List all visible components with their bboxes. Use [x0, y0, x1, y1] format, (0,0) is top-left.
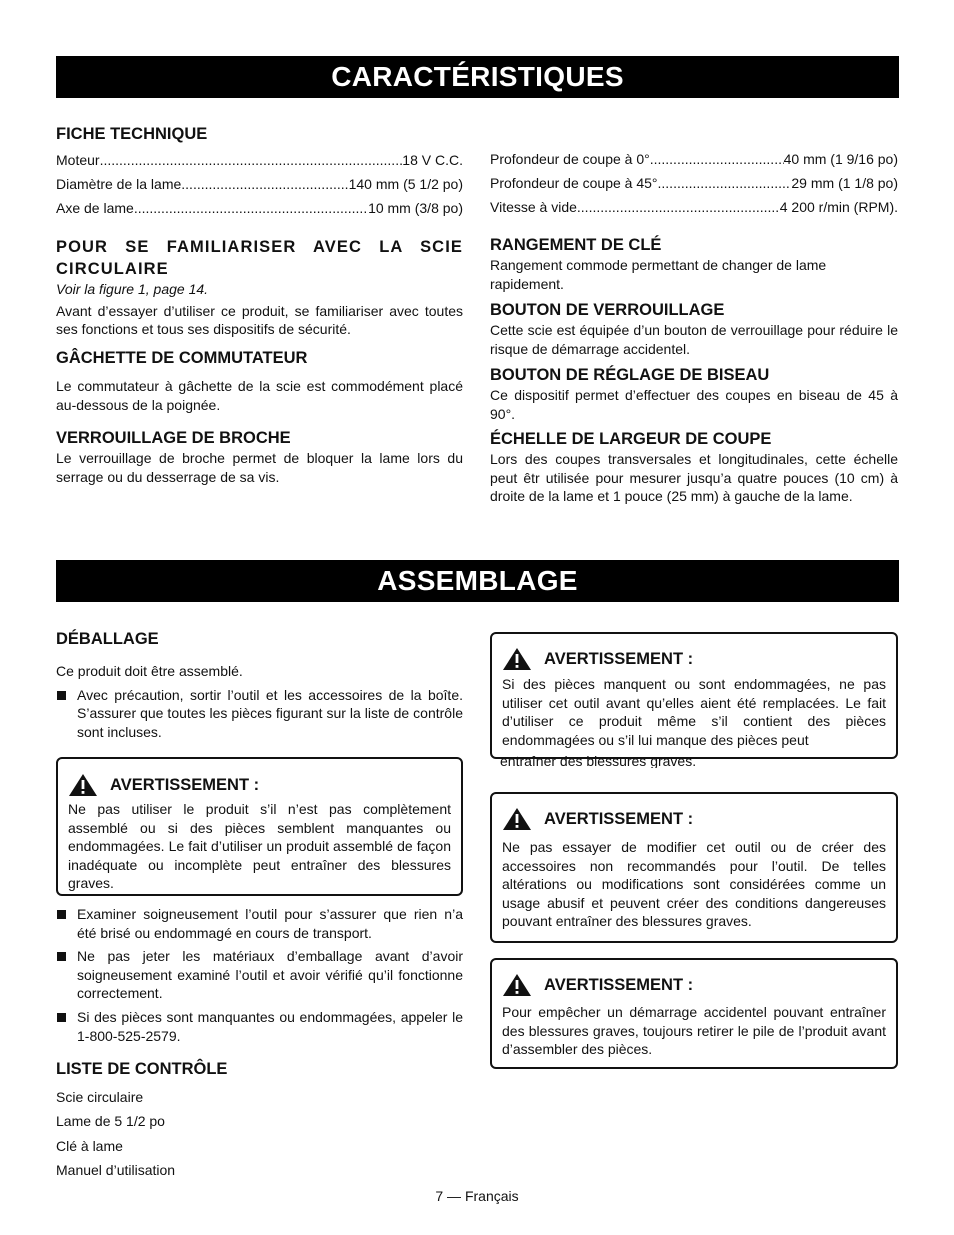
- deballage-title: DÉBALLAGE: [56, 630, 159, 648]
- familiariser-section: [56, 236, 463, 339]
- echelle-section: [490, 428, 898, 506]
- list-item: Clé à lame: [56, 1137, 123, 1154]
- warning-text: Ne pas essayer de modifier cet outil ou de créer des accessoires non recommandés pour l’outil. De telles altérations ou modifications sont considérées comme un usage abusif et peuvent créer des conditions dangereuses pouvant entraîner des blessures graves.: [502, 839, 886, 930]
- familiariser-title: POUR SE FAMILIARISER AVEC LA SCIE CIRCULAIRE: [56, 238, 463, 278]
- verrouillage-broche-title: VERROUILLAGE DE BROCHE: [56, 429, 291, 447]
- warning-title: AVERTISSEMENT :: [544, 809, 694, 828]
- bouton-verrouillage-section: [490, 299, 898, 358]
- warning-box-accidental-start: [490, 958, 898, 1069]
- warning-header: [502, 647, 886, 671]
- list-item: Scie circulaire: [56, 1089, 144, 1105]
- liste-controle-title: LISTE DE CONTRÔLE: [56, 1060, 228, 1078]
- warning-text: Si des pièces manquent ou sont endommagées, ne pas utiliser cet outil avant qu’elles aient été remplacées. Le fait d’utiliser ce produit même s’il contient des pièces endommagées ou s’il lui manque des pièces peut: [502, 676, 886, 748]
- warning-title: AVERTISSEMENT :: [544, 649, 694, 668]
- verrouillage-broche-section: [56, 427, 463, 486]
- section-banner-caracteristiques: [56, 56, 899, 98]
- rangement-title: RANGEMENT DE CLÉ: [490, 236, 662, 254]
- page-number: 7 — Français: [435, 1188, 519, 1204]
- bouton-biseau-text: Ce dispositif permet d’effectuer des coupes en biseau de 45 à 90°.: [490, 387, 898, 422]
- figure-reference: Voir la figure 1, page 14.: [56, 281, 209, 297]
- bullet-square-icon: [57, 910, 66, 919]
- warning-triangle-icon: [502, 807, 532, 831]
- bullet-item: Avec précaution, sortir l’outil et les accessoires de la boîte. S’assurer que toutes les pièces figurant sur la liste de contrôle sont incluses.: [56, 686, 463, 742]
- gachette-title: GÂCHETTE DE COMMUTATEUR: [56, 349, 308, 367]
- spec-row: Axe de lame ..... 10 mm (3/8 po): [56, 199, 463, 217]
- spec-row: Vitesse à vide ..... 4 200 r/min (RPM).: [490, 198, 898, 216]
- deballage-bullets: [56, 905, 463, 1045]
- warning-overflow-text: entraîner des blessures graves.: [500, 753, 697, 768]
- verrouillage-broche-text: Le verrouillage de broche permet de bloquer la lame lors du serrage ou du desserrage de sa vis.: [56, 450, 463, 485]
- warning-header: [502, 807, 886, 831]
- bouton-verrouillage-text: Cette scie est équipée d’un bouton de verrouillage pour réduire le risque de démarrage accidentel.: [490, 322, 898, 357]
- familiariser-text: Avant d’essayer d’utiliser ce produit, se familiariser avec toutes ses fonctions et tous ses dispositifs de sécurité.: [56, 302, 463, 338]
- bouton-biseau-title: BOUTON DE RÉGLAGE DE BISEAU: [490, 366, 770, 384]
- warning-text: Pour empêcher un démarrage accidentel pouvant entraîner des blessures graves, toujours retirer le pile de l’produit avant d’assembler des pièces.: [502, 1004, 886, 1058]
- spec-row: Diamètre de la lame ..... 140 mm (5 1/2 po): [56, 175, 463, 193]
- warning-title: AVERTISSEMENT :: [110, 775, 260, 794]
- bouton-biseau-section: [490, 364, 898, 423]
- liste-controle-section: [56, 1058, 463, 1182]
- warning-box-missing-parts: [490, 632, 898, 759]
- fiche-technique-title: FICHE TECHNIQUE: [56, 125, 208, 143]
- bullet-item: Si des pièces sont manquantes ou endommagées, appeler le 1-800-525-2579.: [56, 1008, 463, 1045]
- gachette-text: Le commutateur à gâchette de la scie est commodément placé au-dessous de la poignée.: [56, 378, 463, 413]
- warning-header: [68, 773, 451, 797]
- warning-triangle-icon: [502, 973, 532, 997]
- warning-box-modification: [490, 792, 898, 943]
- bullet-item: Ne pas jeter les matériaux d’emballage avant d’avoir soigneusement examiné l’outil et avoir vérifié qu’il fonctionne correctement.: [56, 947, 463, 1003]
- deballage-intro: Ce produit doit être assemblé.: [56, 663, 243, 679]
- spec-row: Moteur ..... 18 V C.C.: [56, 151, 463, 169]
- warning-box-incomplete-assembly: [56, 757, 463, 896]
- bullet-item: Examiner soigneusement l’outil pour s’assurer que rien n’a été brisé ou endommagé en cours de transport.: [56, 905, 463, 942]
- list-item: Lame de 5 1/2 po: [56, 1113, 165, 1130]
- rangement-text: Rangement commode permettant de changer de lame rapidement.: [490, 257, 827, 292]
- gachette-section: [56, 347, 463, 414]
- bullet-square-icon: [57, 691, 66, 700]
- deballage-section: [56, 628, 463, 741]
- bouton-verrouillage-title: BOUTON DE VERROUILLAGE: [490, 301, 725, 319]
- list-item: Manuel d’utilisation: [56, 1161, 176, 1178]
- section-banner-assemblage: [56, 560, 899, 602]
- fiche-technique-left: [56, 123, 463, 217]
- spec-row: Profondeur de coupe à 0° ..... 40 mm (1 9/16 po): [490, 150, 898, 168]
- banner-title: CARACTÉRISTIQUES: [331, 61, 624, 92]
- echelle-title: ÉCHELLE DE LARGEUR DE COUPE: [490, 430, 772, 448]
- warning-title: AVERTISSEMENT :: [544, 975, 694, 994]
- echelle-text: Lors des coupes transversales et longitudinales, cette échelle peut êtr utilisée pour mesurer jusqu’a quatre pouces (10 cm) à droite de la lame et 1 pouce (25 mm) à gauche de la lame.: [490, 451, 898, 505]
- rangement-section: [490, 234, 898, 293]
- bullet-square-icon: [57, 1013, 66, 1022]
- fiche-technique-right: [490, 150, 898, 216]
- banner-title: ASSEMBLAGE: [377, 565, 578, 596]
- warning-triangle-icon: [68, 773, 98, 797]
- warning-header: [502, 973, 886, 997]
- warning-text: Ne pas utiliser le produit s’il n’est pas complètement assemblé ou si des pièces semblent manquantes ou endommagées. Le fait d’utiliser un produit assemblé de façon inadéquate ou incomplète peut entraîner des blessures graves.: [68, 801, 451, 892]
- spec-row: Profondeur de coupe à 45° ..... 29 mm (1 1/8 po): [490, 174, 898, 192]
- page-footer: [0, 1188, 954, 1204]
- bullet-square-icon: [57, 952, 66, 961]
- warning-triangle-icon: [502, 647, 532, 671]
